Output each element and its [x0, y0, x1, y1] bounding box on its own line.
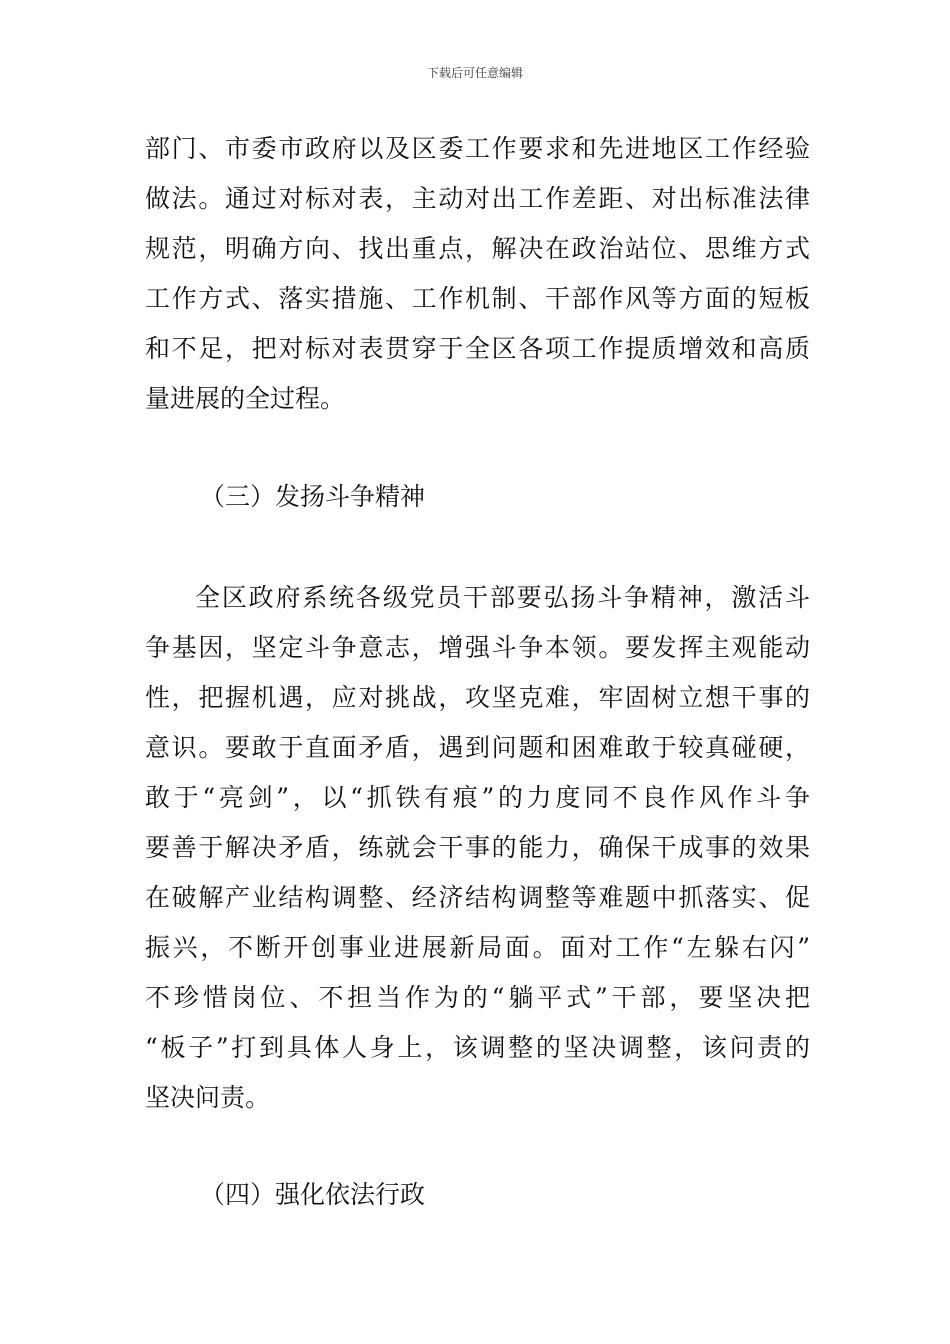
- paragraph-2: [145, 573, 810, 1123]
- paragraph-line: 全区政府系统各级党员干部要弘扬斗争精神，激活斗: [195, 583, 810, 612]
- paragraph-line: 振兴，不断开创事业进展新局面。面对工作“左躲右闪”: [145, 933, 810, 962]
- section-heading-4: （四）强化依法行政: [200, 1180, 426, 1209]
- section-heading-3: （三）发扬斗争精神: [200, 482, 426, 511]
- page-header-note: 下载后可任意编辑: [426, 66, 523, 80]
- paragraph-line: 不珍惜岗位、不担当作为的“躺平式”干部，要坚决把: [145, 983, 810, 1012]
- paragraph-line: 工作方式、落实措施、工作机制、干部作风等方面的短板: [145, 284, 810, 313]
- paragraph-line: 量进展的全过程。: [145, 384, 346, 413]
- paragraph-line: 要善于解决矛盾，练就会干事的能力，确保干成事的效果: [145, 833, 810, 862]
- paragraph-1: [145, 124, 810, 424]
- paragraph-line: 做法。通过对标对表，主动对出工作差距、对出标准法律: [145, 184, 810, 213]
- paragraph-line: 坚决问责。: [145, 1083, 271, 1112]
- paragraph-line: 敢于“亮剑”，以“抓铁有痕”的力度同不良作风作斗争: [145, 783, 810, 812]
- paragraph-line: “板子”打到具体人身上，该调整的坚决调整，该问责的: [145, 1033, 810, 1062]
- paragraph-line: 性，把握机遇，应对挑战，攻坚克难，牢固树立想干事的: [145, 683, 810, 712]
- paragraph-line: 在破解产业结构调整、经济结构调整等难题中抓落实、促: [145, 883, 810, 912]
- paragraph-line: 规范，明确方向、找出重点，解决在政治站位、思维方式: [145, 234, 810, 263]
- paragraph-line: 部门、市委市政府以及区委工作要求和先进地区工作经验: [145, 134, 810, 163]
- paragraph-line: 意识。要敢于直面矛盾，遇到问题和困难敢于较真碰硬，: [145, 733, 810, 762]
- paragraph-line: 和不足，把对标对表贯穿于全区各项工作提质增效和高质: [145, 334, 810, 363]
- paragraph-line: 争基因，坚定斗争意志，增强斗争本领。要发挥主观能动: [145, 633, 810, 662]
